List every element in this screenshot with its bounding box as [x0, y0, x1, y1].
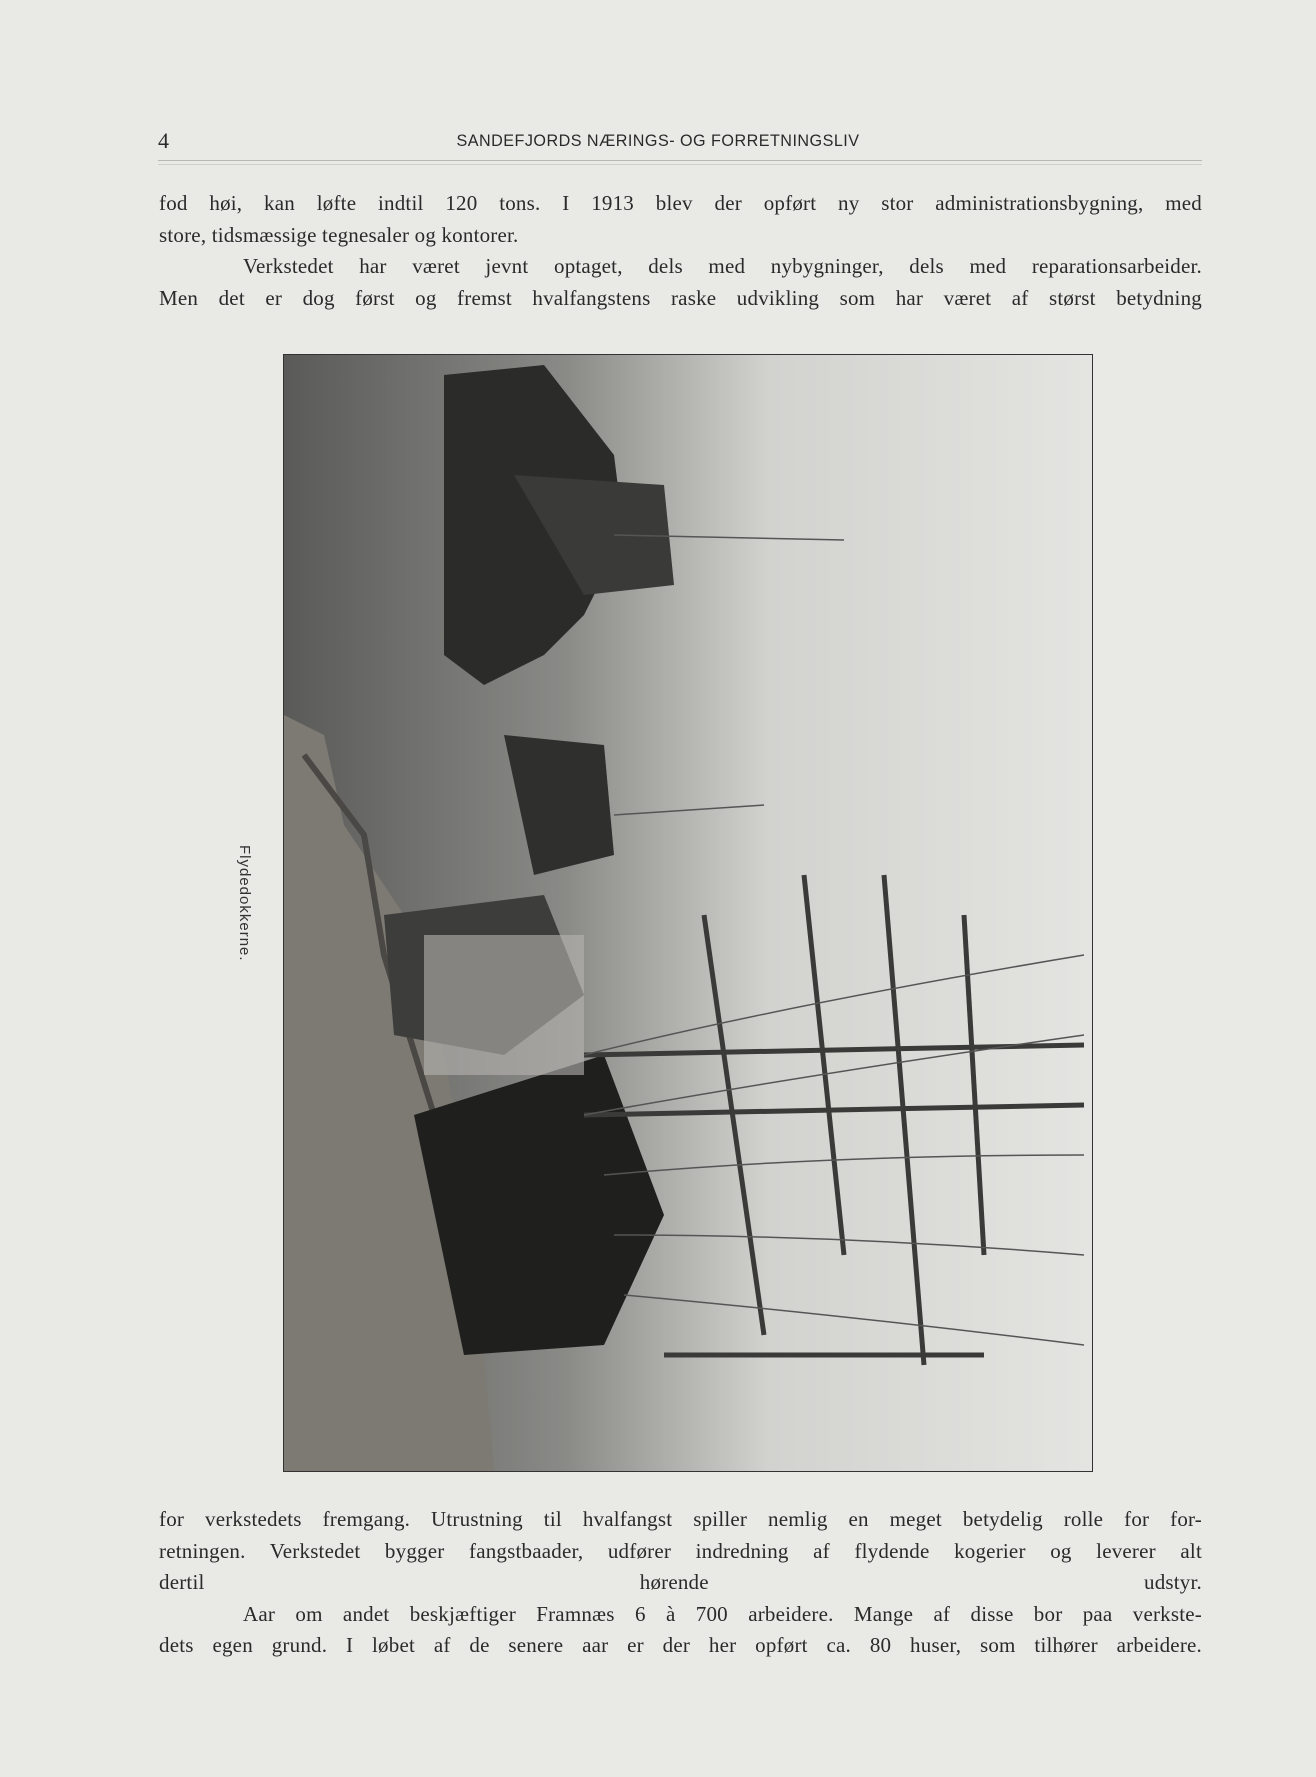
page-number: 4 — [158, 128, 169, 153]
header-rule-2 — [158, 164, 1202, 165]
text-line: dertil hørende udstyr. — [159, 1570, 1202, 1594]
text-line: Aar om andet beskjæftiger Framnæs 6 à 700 arbeidere. Mange af disse bor paa verkste- — [243, 1601, 1202, 1626]
text-line: Men det er dog først og fremst hvalfangstens raske udvikling som har været af størst betydning — [159, 285, 1202, 310]
running-header: SANDEFJORDS NÆRINGS- OG FORRETNINGSLIV — [456, 131, 860, 150]
text-line: store, tidsmæssige tegnesaler og kontorer. — [159, 222, 519, 247]
top-paragraphs — [159, 188, 1202, 314]
text-line: retningen. Verkstedet bygger fangstbaader, udfører indredning af flydende kogerier og leverer alt — [159, 1538, 1202, 1563]
photograph-floating-docks — [283, 354, 1093, 1472]
text-line: for verkstedets fremgang. Utrustning til hvalfangst spiller nemlig en meget betydelig rolle for for- — [159, 1507, 1202, 1531]
ships-photo-illustration — [284, 355, 1092, 1471]
bottom-paragraphs — [159, 1504, 1202, 1662]
text-line: dets egen grund. I løbet af de senere aar er der her opført ca. 80 huser, som tilhører arbeidere. — [159, 1633, 1202, 1657]
text-line: Verkstedet har været jevnt optaget, dels med nybygninger, dels med reparationsarbeider. — [243, 254, 1202, 278]
figure-caption: Flydedokkerne. — [236, 845, 253, 962]
text-line: fod høi, kan løfte indtil 120 tons. I 1913 blev der opført ny stor administrationsbygning, med — [159, 191, 1202, 215]
header-rule — [158, 160, 1202, 161]
